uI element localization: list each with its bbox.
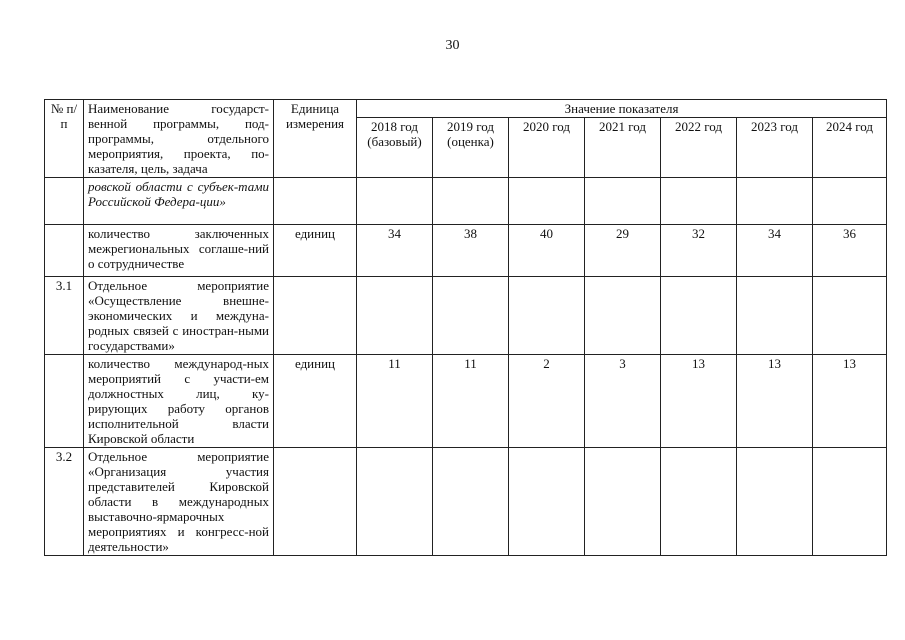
- row-value-2024: [813, 178, 887, 225]
- row-name: Отдельное мероприятие «Организация участия представителей Кировской области в международных выставочно-ярмарочных мероприятиях и конгресс-ной деятельности»: [84, 448, 274, 556]
- row-value-2023: [737, 277, 813, 355]
- table-row: [45, 448, 887, 556]
- row-value-2022: 13: [661, 355, 737, 448]
- row-value-2022: [661, 448, 737, 556]
- row-value-2019: [433, 178, 509, 225]
- table-row: [45, 355, 887, 448]
- row-value-2023: [737, 448, 813, 556]
- row-value-2020: [509, 277, 585, 355]
- row-value-2023: [737, 178, 813, 225]
- row-value-2022: 32: [661, 225, 737, 277]
- row-value-2024: [813, 277, 887, 355]
- row-value-2023: 34: [737, 225, 813, 277]
- row-value-2018: [357, 448, 433, 556]
- row-name: Отдельное мероприятие «Осуществление внешне-экономических и междуна-родных связей с иностран-ными государствами»: [84, 277, 274, 355]
- row-unit: [274, 448, 357, 556]
- row-unit: единиц: [274, 355, 357, 448]
- row-value-2024: [813, 448, 887, 556]
- row-value-2019: [433, 277, 509, 355]
- row-value-2019: 11: [433, 355, 509, 448]
- row-name: количество заключенных межрегиональных соглаше-ний о сотрудничестве: [84, 225, 274, 277]
- row-name: ровской области с субъек-тами Российской Федера-ции»: [84, 178, 274, 225]
- header-values-group: Значение показателя: [357, 100, 887, 118]
- row-unit: [274, 277, 357, 355]
- row-value-2018: [357, 277, 433, 355]
- row-value-2023: 13: [737, 355, 813, 448]
- row-value-2021: [585, 277, 661, 355]
- row-num: 3.1: [45, 277, 84, 355]
- row-name: количество международ-ных мероприятий с участи-ем должностных лиц, ку-рирующих работу органов исполнительной власти Кировской области: [84, 355, 274, 448]
- row-value-2019: 38: [433, 225, 509, 277]
- row-num: 3.2: [45, 448, 84, 556]
- header-name: Наименование государст-венной программы, под-программы, отдельного мероприятия, проекта, по-казателя, цель, задача: [84, 100, 274, 178]
- row-value-2021: [585, 178, 661, 225]
- row-value-2024: 13: [813, 355, 887, 448]
- row-num: [45, 225, 84, 277]
- row-value-2020: [509, 448, 585, 556]
- header-year-2022: 2022 год: [661, 118, 737, 178]
- header-year-2020: 2020 год: [509, 118, 585, 178]
- row-value-2021: 29: [585, 225, 661, 277]
- row-value-2018: 34: [357, 225, 433, 277]
- table-row: [45, 277, 887, 355]
- page-number: 30: [445, 38, 460, 53]
- row-value-2024: 36: [813, 225, 887, 277]
- table-row: [45, 178, 887, 225]
- row-value-2020: 40: [509, 225, 585, 277]
- header-year-2019: 2019 год (оценка): [433, 118, 509, 178]
- row-num: [45, 178, 84, 225]
- header-year-2021: 2021 год: [585, 118, 661, 178]
- header-year-2018: 2018 год (базовый): [357, 118, 433, 178]
- row-value-2022: [661, 178, 737, 225]
- row-value-2022: [661, 277, 737, 355]
- row-num: [45, 355, 84, 448]
- indicators-table: [44, 99, 887, 556]
- table-row: [45, 225, 887, 277]
- header-num: № п/п: [45, 100, 84, 178]
- header-row: [45, 100, 887, 118]
- row-unit: [274, 178, 357, 225]
- row-unit: единиц: [274, 225, 357, 277]
- row-value-2021: 3: [585, 355, 661, 448]
- row-value-2020: 2: [509, 355, 585, 448]
- row-value-2021: [585, 448, 661, 556]
- row-value-2018: 11: [357, 355, 433, 448]
- row-value-2018: [357, 178, 433, 225]
- row-value-2019: [433, 448, 509, 556]
- header-year-2023: 2023 год: [737, 118, 813, 178]
- header-year-2024: 2024 год: [813, 118, 887, 178]
- row-value-2020: [509, 178, 585, 225]
- header-unit: Единица измерения: [274, 100, 357, 178]
